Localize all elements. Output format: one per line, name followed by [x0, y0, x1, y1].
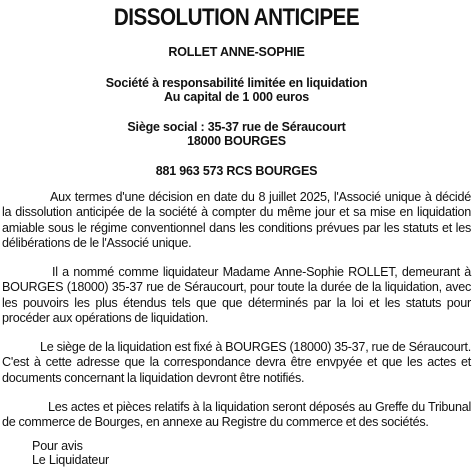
notice-title: DISSOLUTION ANTICIPEE	[113, 4, 360, 31]
registered-office-street: Siège social : 35-37 rue de Séraucourt	[127, 120, 346, 134]
paragraph-filing-text: Les actes et pièces relatifs à la liquidation seront déposés au Greffe du Tribunal de commerce de Bourges, en annexe au Registre du commerce et des sociétés.	[2, 400, 471, 430]
signature-pour-avis: Pour avis	[32, 439, 83, 453]
registered-office-city: 18000 BOURGES	[187, 134, 286, 148]
paragraph-liquidator	[2, 265, 471, 326]
paragraph-dissolution	[2, 190, 471, 251]
company-name: ROLLET ANNE-SOPHIE	[168, 45, 305, 59]
share-capital: Au capital de 1 000 euros	[163, 90, 310, 104]
paragraph-liquidation-office	[2, 340, 471, 386]
paragraph-filing	[2, 400, 471, 431]
signature-liquidator: Le Liquidateur	[32, 453, 110, 467]
paragraph-dissolution-text: Aux termes d'une décision en date du 8 juillet 2025, l'Associé unique à décidé la dissolution anticipée de la société à compter du même jour et sa mise en liquidation amiable sous le régime conventionnel dans les conditions prévues par les statuts et les délibérations de le l'Associé unique.	[2, 190, 471, 250]
legal-form: Société à responsabilité limitée en liquidation	[105, 76, 368, 90]
rcs-number: 881 963 573 RCS BOURGES	[155, 164, 318, 178]
paragraph-liquidator-text: Il a nommé comme liquidateur Madame Anne-Sophie ROLLET, demeurant à BOURGES (18000) 35-37 rue de Séraucourt, pour toute la durée de la liquidation, avec les pouvoirs les plus étendus tels que que déterminés par la loi et les statuts pour procéder aux opérations de liquidation.	[2, 265, 471, 325]
paragraph-liquidation-office-text: Le siège de la liquidation est fixé à BOURGES (18000) 35-37, rue de Séraucourt. C'est à cette adresse que la correspondance devra être envpyée et que les actes et documents concernant la liquidation devront être notifiés.	[2, 340, 471, 385]
